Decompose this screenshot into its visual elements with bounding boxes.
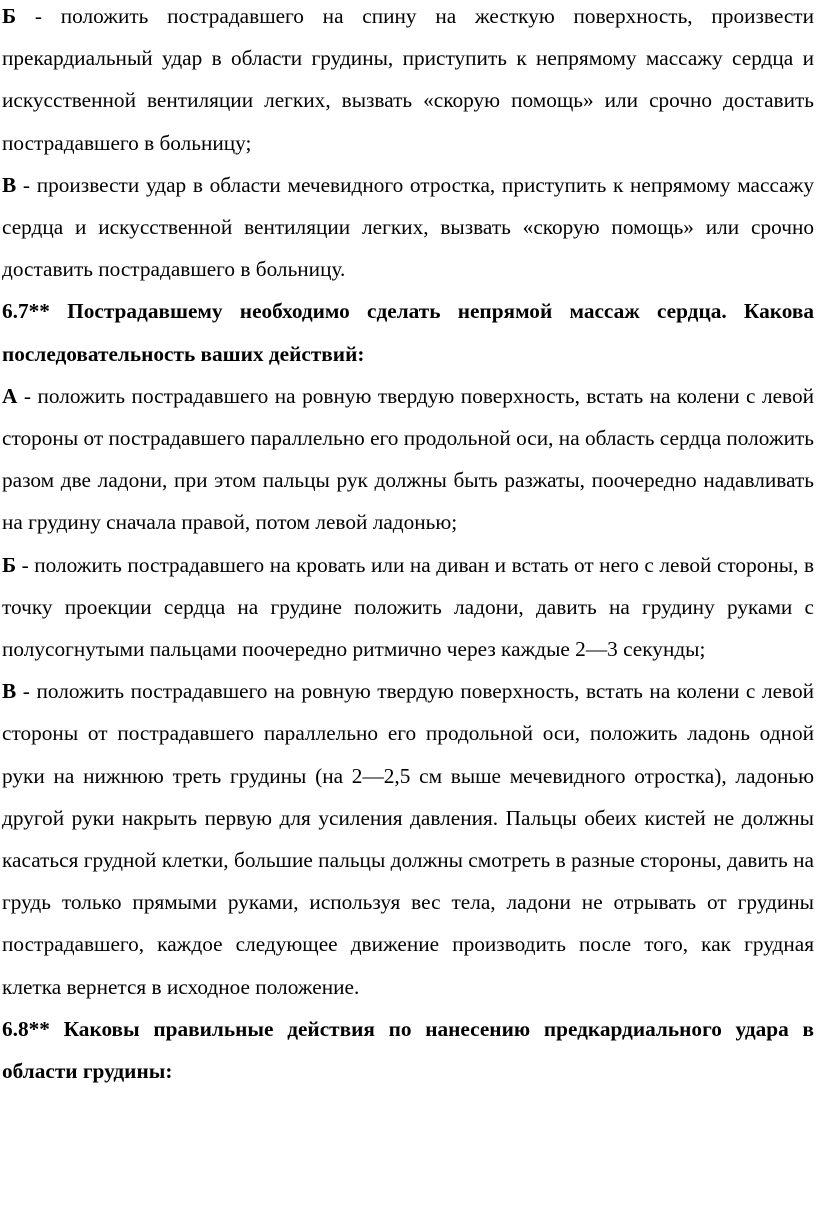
option-text: положить пострадавшего на ровную твердую поверхность, встать на колени с левой стороны от пострадавшего параллельно его продольной оси, положить ладонь одной руки на нижнюю треть грудины (на 2—2,5 см выше мечевидного отростка), ладонью другой руки накрыть первую для усиления давления. Пальцы обеих кистей не должны касаться грудной клетки, большие пальцы должны смотреть в разные стороны, давить на грудь только прямыми руками, используя вес тела, ладони не отрывать от грудины пострадавшего, каждое следующее движение производить после того, как грудная клетка вернется в исходное положение.	[2, 679, 814, 999]
question-number: 6.7**	[2, 299, 50, 324]
option-text: положить пострадавшего на кровать или на диван и встать от него с левой стороны, в точку проекции сердца на грудине положить ладони, давить на грудину руками с полусогнутыми пальцами поочередно ритмично через каждые 2—3 секунды;	[2, 552, 814, 662]
option-v	[2, 670, 814, 1008]
option-label: В	[2, 172, 17, 197]
option-b-prev	[2, 0, 814, 164]
question-text: Пострадавшему необходимо сделать непрямой массаж сердца. Какова последовательность ваших действий:	[2, 299, 815, 366]
option-label: В	[2, 679, 17, 704]
option-label: Б	[2, 4, 17, 28]
option-v-prev	[2, 164, 814, 291]
question-text: Каковы правильные действия по нанесению предкардиального удара в области грудины:	[2, 1016, 814, 1084]
option-separator: -	[16, 172, 37, 197]
option-separator: -	[16, 4, 61, 28]
option-b	[2, 544, 814, 671]
option-label: А	[2, 383, 18, 408]
option-separator: -	[16, 552, 35, 577]
option-text: положить пострадавшего на спину на жесткую поверхность, произвести прекардиальный удар в области грудины, приступить к непрямому массажу сердца и искусственной вентиляции легких, вызвать «скорую помощь» или срочно доставить пострадавшего в больницу;	[2, 4, 814, 155]
question-6-7	[2, 290, 814, 374]
question-number: 6.8**	[2, 1016, 50, 1041]
option-a	[2, 375, 814, 544]
option-separator: -	[17, 383, 38, 408]
option-text: произвести удар в области мечевидного отростка, приступить к непрямому массажу сердца и искусственной вентиляции легких, вызвать «скорую помощь» или срочно доставить пострадавшего в больницу.	[2, 172, 814, 282]
option-text: положить пострадавшего на ровную твердую поверхность, встать на колени с левой стороны от пострадавшего параллельно его продольной оси, на область сердца положить разом две ладони, при этом пальцы рук должны быть разжаты, поочередно надавливать на грудину сначала правой, потом левой ладонью;	[2, 383, 814, 535]
option-separator: -	[16, 679, 37, 704]
question-6-8	[2, 1008, 814, 1092]
option-label: Б	[2, 552, 17, 577]
